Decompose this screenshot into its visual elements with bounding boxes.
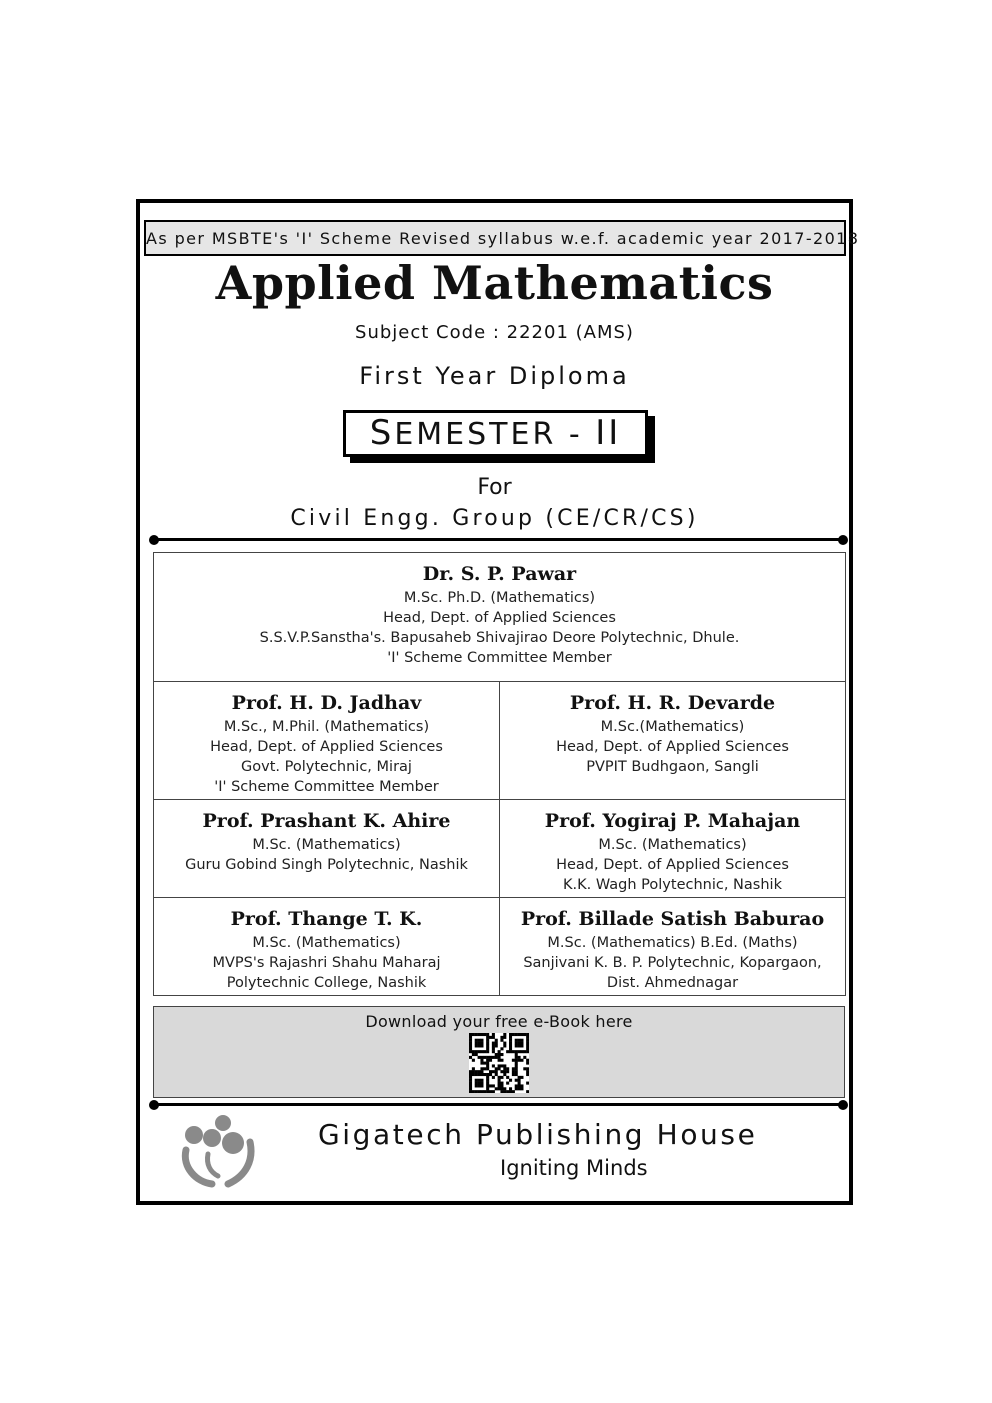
divider-bottom-right-dot xyxy=(838,1100,848,1110)
author-line: Guru Gobind Singh Polytechnic, Nashik xyxy=(185,857,468,873)
author-line: M.Sc. (Mathematics) xyxy=(598,837,747,853)
divider-bottom xyxy=(154,1103,844,1106)
author-line: Polytechnic College, Nashik xyxy=(226,975,427,991)
semester-box xyxy=(343,410,648,457)
publisher-logo-icon xyxy=(178,1112,256,1188)
author-name: Prof. Billade Satish Baburao xyxy=(520,908,825,930)
author-name: Prof. H. R. Devarde xyxy=(569,692,776,714)
author-line: Dist. Ahmednagar xyxy=(606,975,739,991)
book-title: Applied Mathematics xyxy=(215,256,774,310)
author-line: M.Sc. (Mathematics) xyxy=(252,837,401,853)
author-name: Dr. S. P. Pawar xyxy=(422,563,577,585)
qr-code-icon[interactable] xyxy=(469,1033,529,1093)
author-cell xyxy=(154,682,500,800)
author-cell xyxy=(500,682,846,800)
author-line: Head, Dept. of Applied Sciences xyxy=(383,610,616,626)
author-line: S.S.V.P.Sanstha's. Bapusaheb Shivajirao Deore Polytechnic, Dhule. xyxy=(259,630,740,646)
semester-number: II xyxy=(595,413,622,453)
author-line: Head, Dept. of Applied Sciences xyxy=(556,857,789,873)
for-label: For xyxy=(477,475,512,500)
divider-top-left-dot xyxy=(149,535,159,545)
author-name: Prof. Yogiraj P. Mahajan xyxy=(544,810,801,832)
author-cell xyxy=(500,800,846,898)
author-line: M.Sc. (Mathematics) B.Ed. (Maths) xyxy=(547,935,798,951)
author-name: Prof. Prashant K. Ahire xyxy=(202,810,451,832)
publisher-tagline: Igniting Minds xyxy=(500,1156,648,1180)
year-label: First Year Diploma xyxy=(359,362,630,390)
authors-table xyxy=(153,552,846,996)
author-line: M.Sc.(Mathematics) xyxy=(600,719,745,735)
author-line: M.Sc. Ph.D. (Mathematics) xyxy=(403,590,596,606)
author-line: MVPS's Rajashri Shahu Maharaj xyxy=(212,955,441,971)
divider-bottom-left-dot xyxy=(149,1100,159,1110)
author-name: Prof. H. D. Jadhav xyxy=(231,692,422,714)
author-line: 'I' Scheme Committee Member xyxy=(387,650,612,666)
divider-top xyxy=(154,538,844,541)
author-line: 'I' Scheme Committee Member xyxy=(214,779,439,795)
engineering-group: Civil Engg. Group (CE/CR/CS) xyxy=(290,506,699,531)
author-name: Prof. Thange T. K. xyxy=(230,908,423,930)
download-panel xyxy=(153,1006,845,1098)
author-line: Govt. Polytechnic, Miraj xyxy=(241,759,412,775)
author-line: Sanjivani K. B. P. Polytechnic, Kopargaon, xyxy=(523,955,822,971)
author-cell xyxy=(154,898,500,996)
author-line: Head, Dept. of Applied Sciences xyxy=(556,739,789,755)
author-cell xyxy=(154,800,500,898)
author-line: M.Sc. (Mathematics) xyxy=(252,935,401,951)
author-line: K.K. Wagh Polytechnic, Nashik xyxy=(563,877,782,893)
author-cell xyxy=(500,898,846,996)
author-cell xyxy=(154,553,846,682)
author-line: PVPIT Budhgaon, Sangli xyxy=(586,759,759,775)
subject-code: Subject Code : 22201 (AMS) xyxy=(355,322,634,343)
author-line: Head, Dept. of Applied Sciences xyxy=(210,739,443,755)
semester-dash: - xyxy=(556,417,596,452)
syllabus-banner: As per MSBTE's 'I' Scheme Revised syllabus w.e.f. academic year 2017-2018 xyxy=(144,220,846,256)
semester-initial: S xyxy=(369,413,395,453)
download-text: Download your free e-Book here xyxy=(365,1012,633,1031)
author-line: M.Sc., M.Phil. (Mathematics) xyxy=(223,719,430,735)
publisher-name: Gigatech Publishing House xyxy=(318,1118,758,1151)
semester-word: EMESTER xyxy=(394,417,557,452)
divider-top-right-dot xyxy=(838,535,848,545)
